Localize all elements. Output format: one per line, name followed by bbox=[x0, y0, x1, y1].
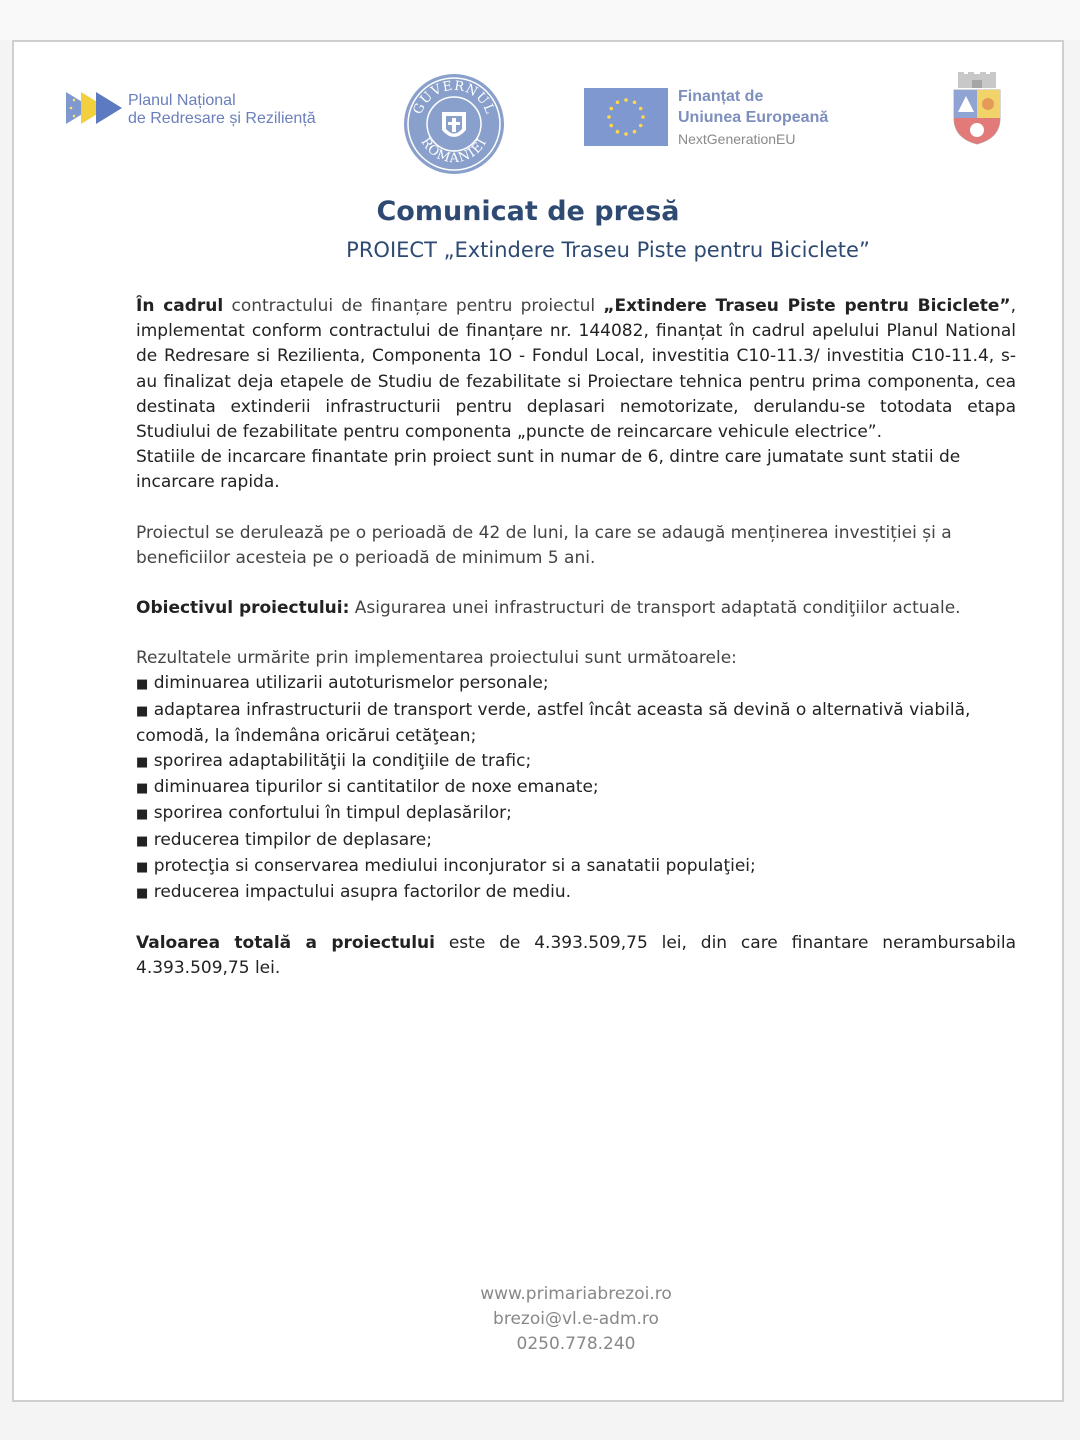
bullet-square-icon: ■ bbox=[136, 677, 149, 693]
footer-website[interactable]: www.primariabrezoi.ro bbox=[480, 1284, 672, 1304]
objective-label: Obiectivul proiectului: bbox=[136, 598, 350, 619]
eu-star bbox=[616, 100, 620, 104]
eu-flag bbox=[584, 88, 668, 146]
bullet-square-icon: ■ bbox=[136, 859, 149, 875]
pnrr-arrows-icon bbox=[66, 90, 128, 126]
eu-logo-text bbox=[678, 86, 828, 128]
intro-paragraph bbox=[136, 294, 1016, 445]
document-body bbox=[136, 294, 1016, 982]
pnrr-logo-text bbox=[128, 92, 316, 128]
eu-line3: NextGenerationEU bbox=[678, 131, 796, 147]
eu-line2: Uniunea Europeană bbox=[678, 109, 829, 126]
eu-star bbox=[609, 124, 613, 128]
footer-email[interactable]: brezoi@vl.e-adm.ro bbox=[493, 1309, 659, 1329]
bullet-square-icon: ■ bbox=[136, 886, 149, 902]
document-page bbox=[12, 40, 1064, 1402]
list-item: ■ sporirea adaptabilităţii la condiţiile de trafic; bbox=[136, 751, 532, 772]
seal-top-text: GUVERNUL bbox=[410, 78, 498, 117]
page-title: Comunicat de presă bbox=[376, 196, 680, 227]
eu-star bbox=[624, 132, 628, 136]
eu-star bbox=[624, 98, 628, 102]
footer-contact bbox=[14, 1282, 1080, 1357]
eu-star bbox=[609, 107, 613, 111]
objective-text: Asigurarea unei infrastructuri de transport adaptată condiţiilor actuale. bbox=[349, 598, 961, 619]
list-item: ■ reducerea impactului asupra factorilor de mediu. bbox=[136, 882, 572, 903]
page-subtitle: PROIECT „Extindere Traseu Piste pentru Biciclete” bbox=[346, 238, 870, 262]
pnrr-line2: de Redresare și Reziliență bbox=[128, 110, 316, 127]
footer-phone: 0250.778.240 bbox=[516, 1334, 636, 1354]
results-list bbox=[136, 671, 1016, 906]
duration-paragraph: Proiectul se derulează pe o perioadă de 42 de luni, la care se adaugă menținerea investiției și a beneficiilor acesteia pe o perioadă de minimum 5 ani. bbox=[136, 522, 952, 568]
eu-star bbox=[633, 130, 637, 134]
government-seal bbox=[402, 72, 506, 176]
objective-paragraph bbox=[136, 596, 1016, 621]
government-seal-icon bbox=[402, 72, 506, 176]
eu-line1: Finanțat de bbox=[678, 88, 764, 105]
list-item: ■ sporirea confortului în timpul deplasărilor; bbox=[136, 803, 512, 824]
eu-star bbox=[639, 124, 643, 128]
eu-funding-logo bbox=[584, 78, 854, 152]
eu-star bbox=[639, 107, 643, 111]
bullet-square-icon: ■ bbox=[136, 807, 149, 823]
eu-star bbox=[633, 100, 637, 104]
list-item: ■ protecţia si conservarea mediului inconjurator si a sanatatii populaţiei; bbox=[136, 855, 756, 876]
bottom-bar bbox=[0, 1404, 1080, 1440]
list-item: ■ diminuarea tipurilor si cantitatilor de noxe emanate; bbox=[136, 777, 599, 798]
stations-paragraph: Statiile de incarcare finantate prin proiect sunt in numar de 6, dintre care jumatate sunt statii de incarcare rapida. bbox=[136, 447, 961, 493]
bullet-square-icon: ■ bbox=[136, 755, 149, 771]
list-item: ■ adaptarea infrastructurii de transport verde, astfel încât aceasta să devină o alternativă viabilă, comodă, la îndemâna oricărui cetăţean; bbox=[136, 699, 971, 746]
list-item: ■ diminuarea utilizarii autoturismelor personale; bbox=[136, 673, 549, 694]
intro-project-name: „Extindere Traseu Piste pentru Biciclete” bbox=[603, 296, 1011, 316]
pnrr-logo bbox=[66, 86, 346, 130]
bullet-square-icon: ■ bbox=[136, 703, 149, 719]
seal-bottom-text: ROMÂNIEI bbox=[417, 135, 491, 167]
results-intro: Rezultatele urmărite prin implementarea proiectului sunt următoarele: bbox=[136, 648, 737, 669]
bullet-square-icon: ■ bbox=[136, 781, 149, 797]
value-label: Valoarea totală a proiectului bbox=[136, 933, 435, 954]
intro-text-2: , implementat conform contractului de finanțare nr. 144082, finanțat în cadrul apelului Planul National de Redresare si Rezilienta, Componenta 1O - Fondul Local, investitia C10-11.3/ investitia C10-11.4, s-au finalizat deja etapele de Studiu de fezabilitate si Proiectare tehnica pentru prima componenta, cea destinata extinderii infrastructurii pentru deplasari nemotorizate, derulandu-se totodata etapa Studiului de fezabilitate pentru componenta „puncte de reincarcare vehicule electrice”. bbox=[136, 296, 1016, 443]
value-paragraph bbox=[136, 931, 1016, 981]
brezoi-crest bbox=[952, 72, 1002, 146]
intro-bold-lead: În cadrul bbox=[136, 296, 224, 316]
eu-star bbox=[641, 115, 645, 119]
top-bar bbox=[0, 0, 1080, 40]
intro-text-1: contractului de finanțare pentru proiectul bbox=[223, 296, 604, 316]
eu-star bbox=[607, 115, 611, 119]
pnrr-line1: Planul Național bbox=[128, 92, 236, 109]
crest-icon bbox=[952, 72, 1002, 146]
eu-stars-icon bbox=[584, 88, 668, 146]
list-item: ■ reducerea timpilor de deplasare; bbox=[136, 829, 432, 850]
bullet-square-icon: ■ bbox=[136, 833, 149, 849]
eu-star bbox=[616, 130, 620, 134]
value-text: este de 4.393.509,75 lei, din care finantare nerambursabila 4.393.509,75 lei. bbox=[136, 933, 1016, 979]
